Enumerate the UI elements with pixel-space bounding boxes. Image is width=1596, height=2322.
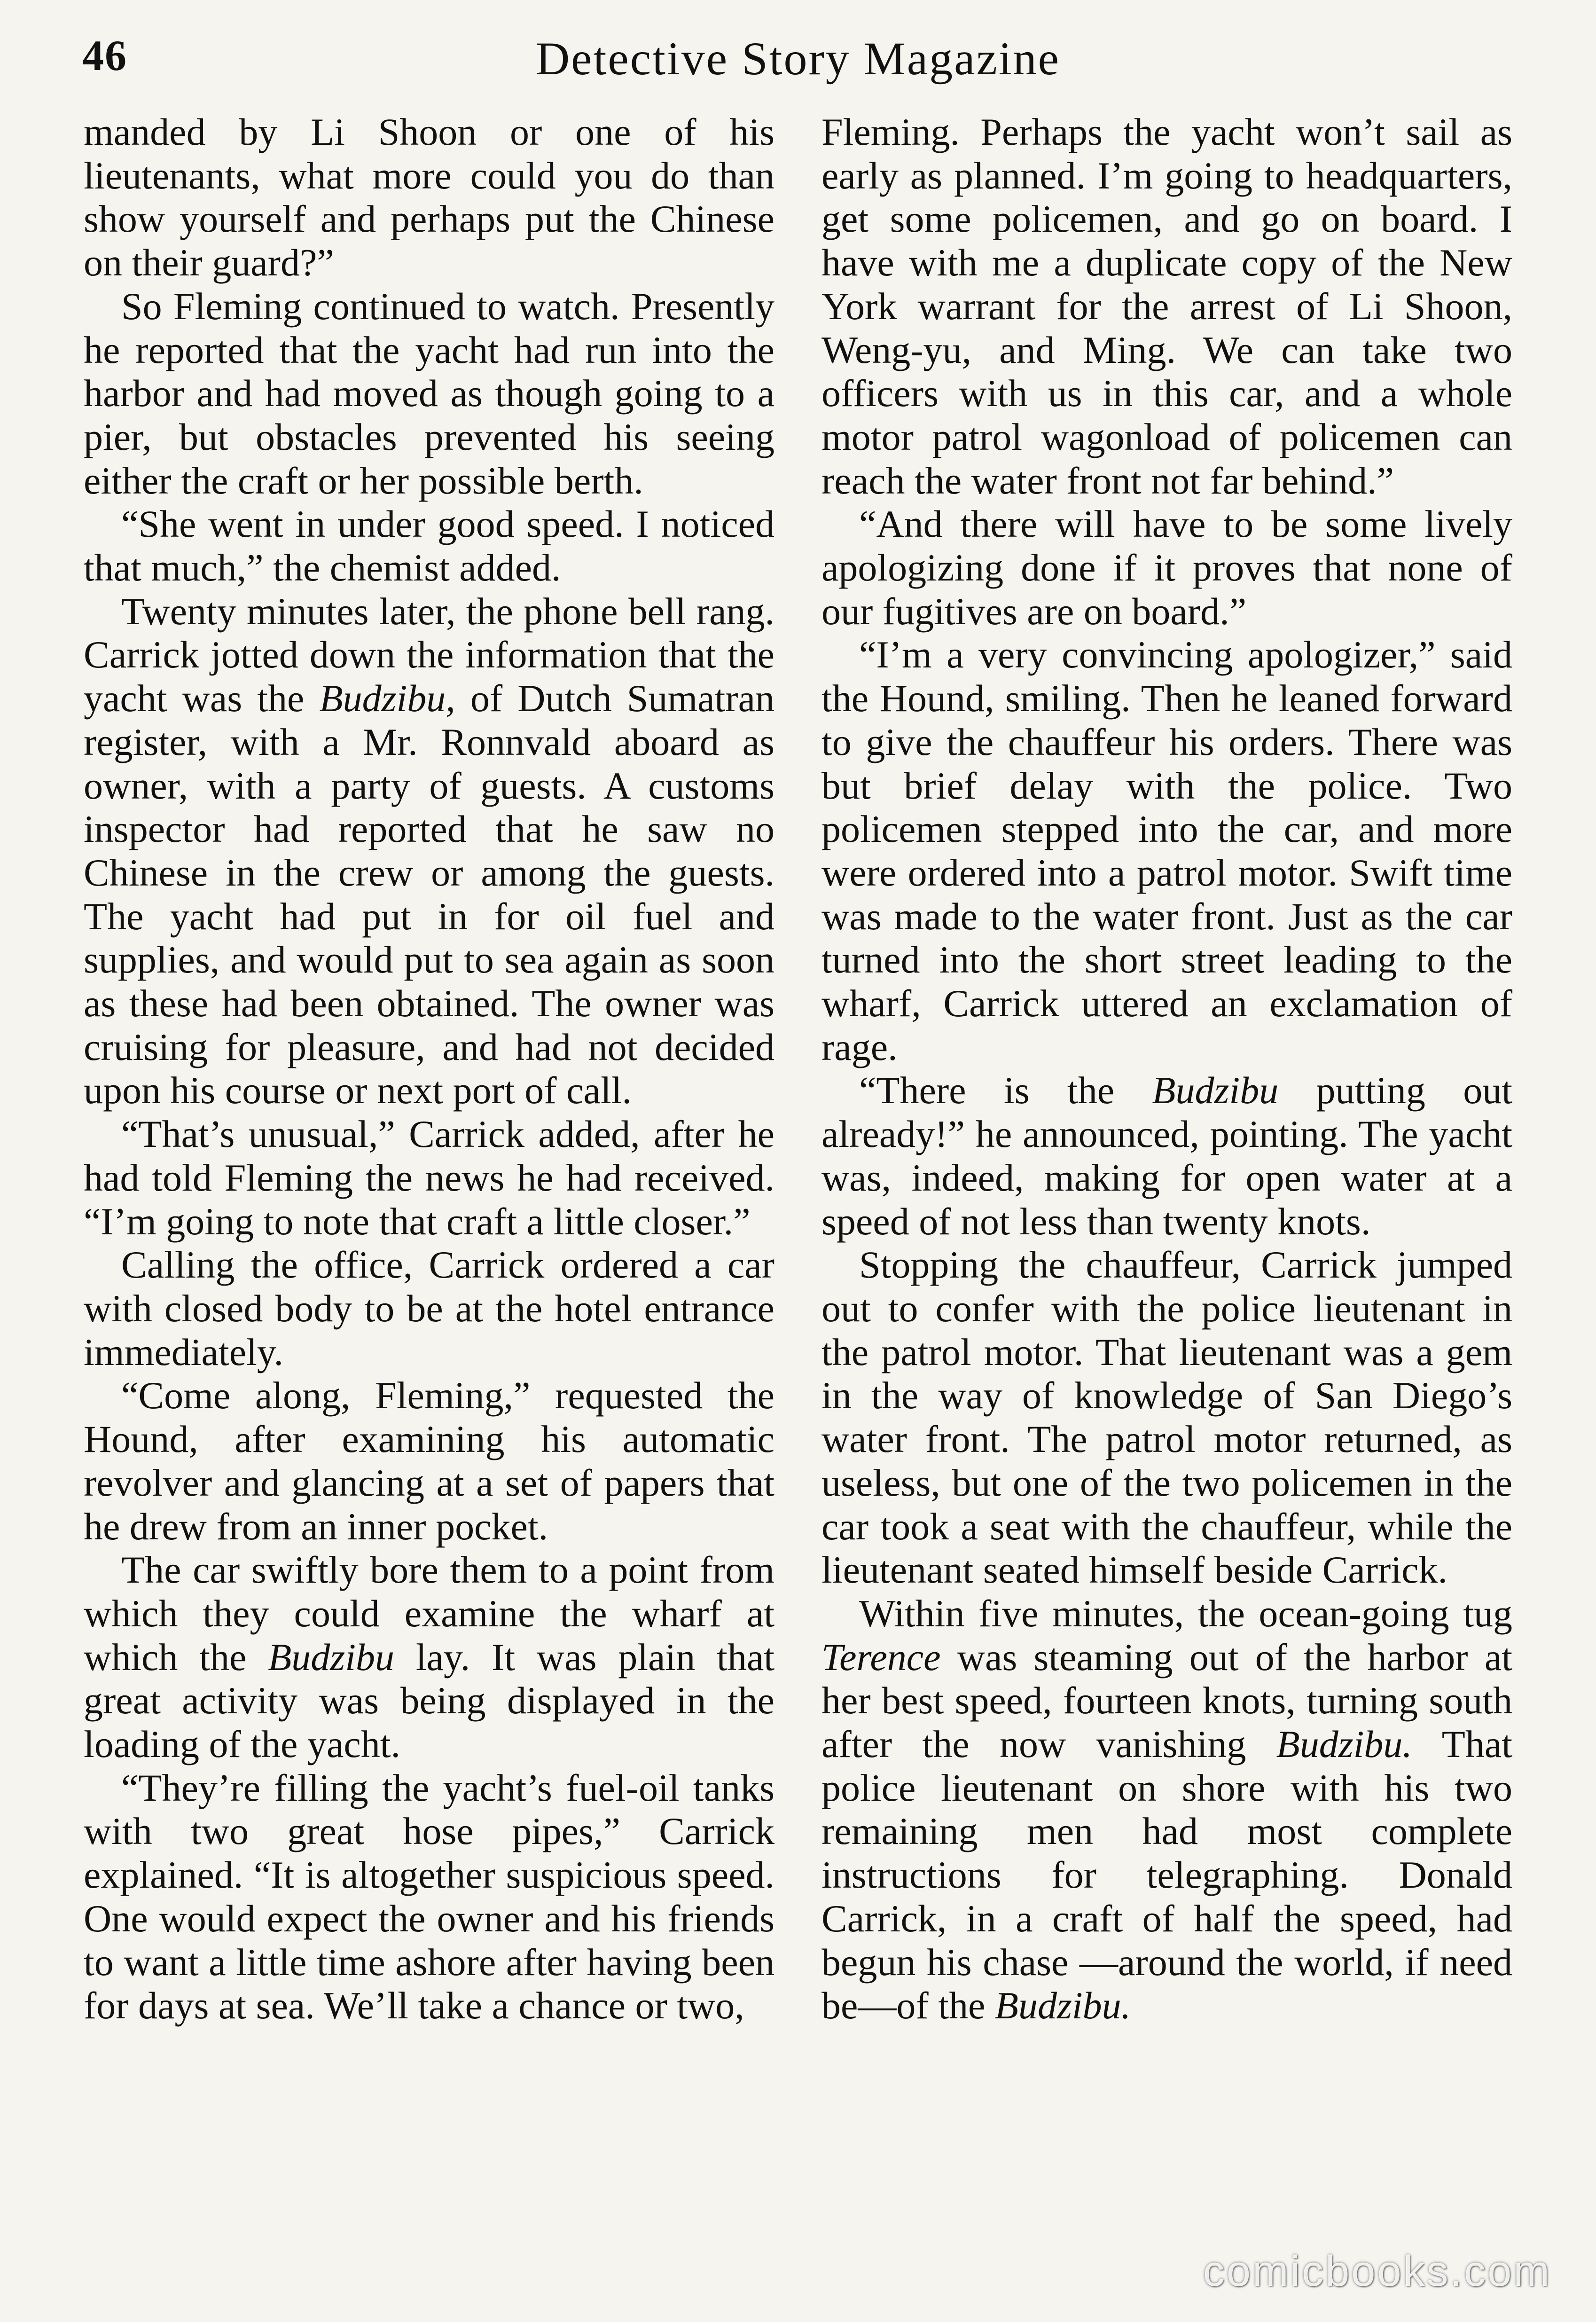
paragraph: So Fleming continued to watch. Presently he reported that the yacht had run into the harbor and had moved as though going to a pier, but obstacles prevented his seeing either the craft or her possible berth.	[84, 284, 775, 502]
ship-name: Budzibu,	[319, 677, 455, 720]
paragraph: “That’s unusual,” Carrick added, after he had told Fleming the news he had received. “I’m going to note that craft a little closer.”	[84, 1113, 775, 1243]
watermark: comicbooks.com	[1203, 2247, 1551, 2295]
paragraph: “I’m a very convincing apologizer,” said the Hound, smiling. Then he leaned forward to give the chauffeur his orders. There was but brief delay with the police. Two policemen stepped into the car, and more were ordered into a patrol motor. Swift time was made to the water front. Just as the car turned into the short street leading to the wharf, Carrick uttered an exclamation of rage.	[821, 633, 1512, 1068]
paragraph: Stopping the chauffeur, Carrick jumped out to confer with the police lieutenant in the patrol motor. That lieutenant was a gem in the way of knowledge of San Diego’s water front. The patrol motor returned, as useless, but one of the two policemen in the car took a seat with the chauffeur, while the lieutenant seated himself beside Carrick.	[821, 1243, 1512, 1592]
ship-name: Budzibu.	[1276, 1723, 1412, 1766]
paragraph: The car swiftly bore them to a point from which they could examine the wharf at which the Budzibu lay. It was plain that great activity was being displayed in the loading of the yacht.	[84, 1548, 775, 1766]
page-header	[82, 26, 1514, 87]
paragraph: “There is the Budzibu putting out already!” he announced, pointing. The yacht was, indeed, making for open water at a speed of not less than twenty knots.	[821, 1069, 1512, 1243]
page-number: 46	[82, 31, 127, 79]
paragraph: “She went in under good speed. I noticed that much,” the chemist added.	[84, 502, 775, 589]
right-column	[821, 110, 1512, 2028]
paragraph: manded by Li Shoon or one of his lieutenants, what more could you do than show yourself and perhaps put the Chinese on their guard?”	[84, 110, 775, 284]
paragraph: “And there will have to be some lively apologizing done if it proves that none of our fugitives are on board.”	[821, 502, 1512, 633]
paragraph: “Come along, Fleming,” requested the Hound, after examining his automatic revolver and glancing at a set of papers that he drew from an inner pocket.	[84, 1374, 775, 1548]
left-column	[84, 110, 775, 2028]
paragraph: Twenty minutes later, the phone bell rang. Carrick jotted down the information that the yacht was the Budzibu, of Dutch Sumatran register, with a Mr. Ronnvald aboard as owner, with a party of guests. A customs inspector had reported that he saw no Chinese in the crew or among the guests. The yacht had put in for oil fuel and supplies, and would put to sea again as soon as these had been obtained. The owner was cruising for pleasure, and had not decided upon his course or next port of call.	[84, 589, 775, 1112]
ship-name: Budzibu	[1152, 1069, 1279, 1112]
ship-name: Budzibu	[268, 1635, 395, 1679]
paragraph: Calling the office, Carrick ordered a car with closed body to be at the hotel entrance immediately.	[84, 1243, 775, 1373]
paragraph: Fleming. Perhaps the yacht won’t sail as early as planned. I’m going to headquarters, get some policemen, and go on board. I have with me a duplicate copy of the New York warrant for the arrest of Li Shoon, Weng-yu, and Ming. We can take two officers with us in this car, and a whole motor patrol wagonload of policemen can reach the water front not far behind.”	[821, 110, 1512, 502]
paragraph: “They’re filling the yacht’s fuel-oil tanks with two great hose pipes,” Carrick explained. “It is altogether suspicious speed. One would expect the owner and his friends to want a little time ashore after having been for days at sea. We’ll take a chance or two,	[84, 1766, 775, 2027]
ship-name: Budzibu.	[994, 1984, 1131, 2027]
paragraph: Within five minutes, the ocean-going tug Terence was steaming out of the harbor at her best speed, fourteen knots, turning south after the now vanishing Budzibu. That police lieutenant on shore with his two remaining men had most complete instructions for telegraphing. Donald Carrick, in a craft of half the speed, had begun his chase —around the world, if need be—of the Budzibu.	[821, 1592, 1512, 2027]
running-title: Detective Story Magazine	[535, 32, 1061, 85]
ship-name: Terence	[821, 1635, 941, 1679]
